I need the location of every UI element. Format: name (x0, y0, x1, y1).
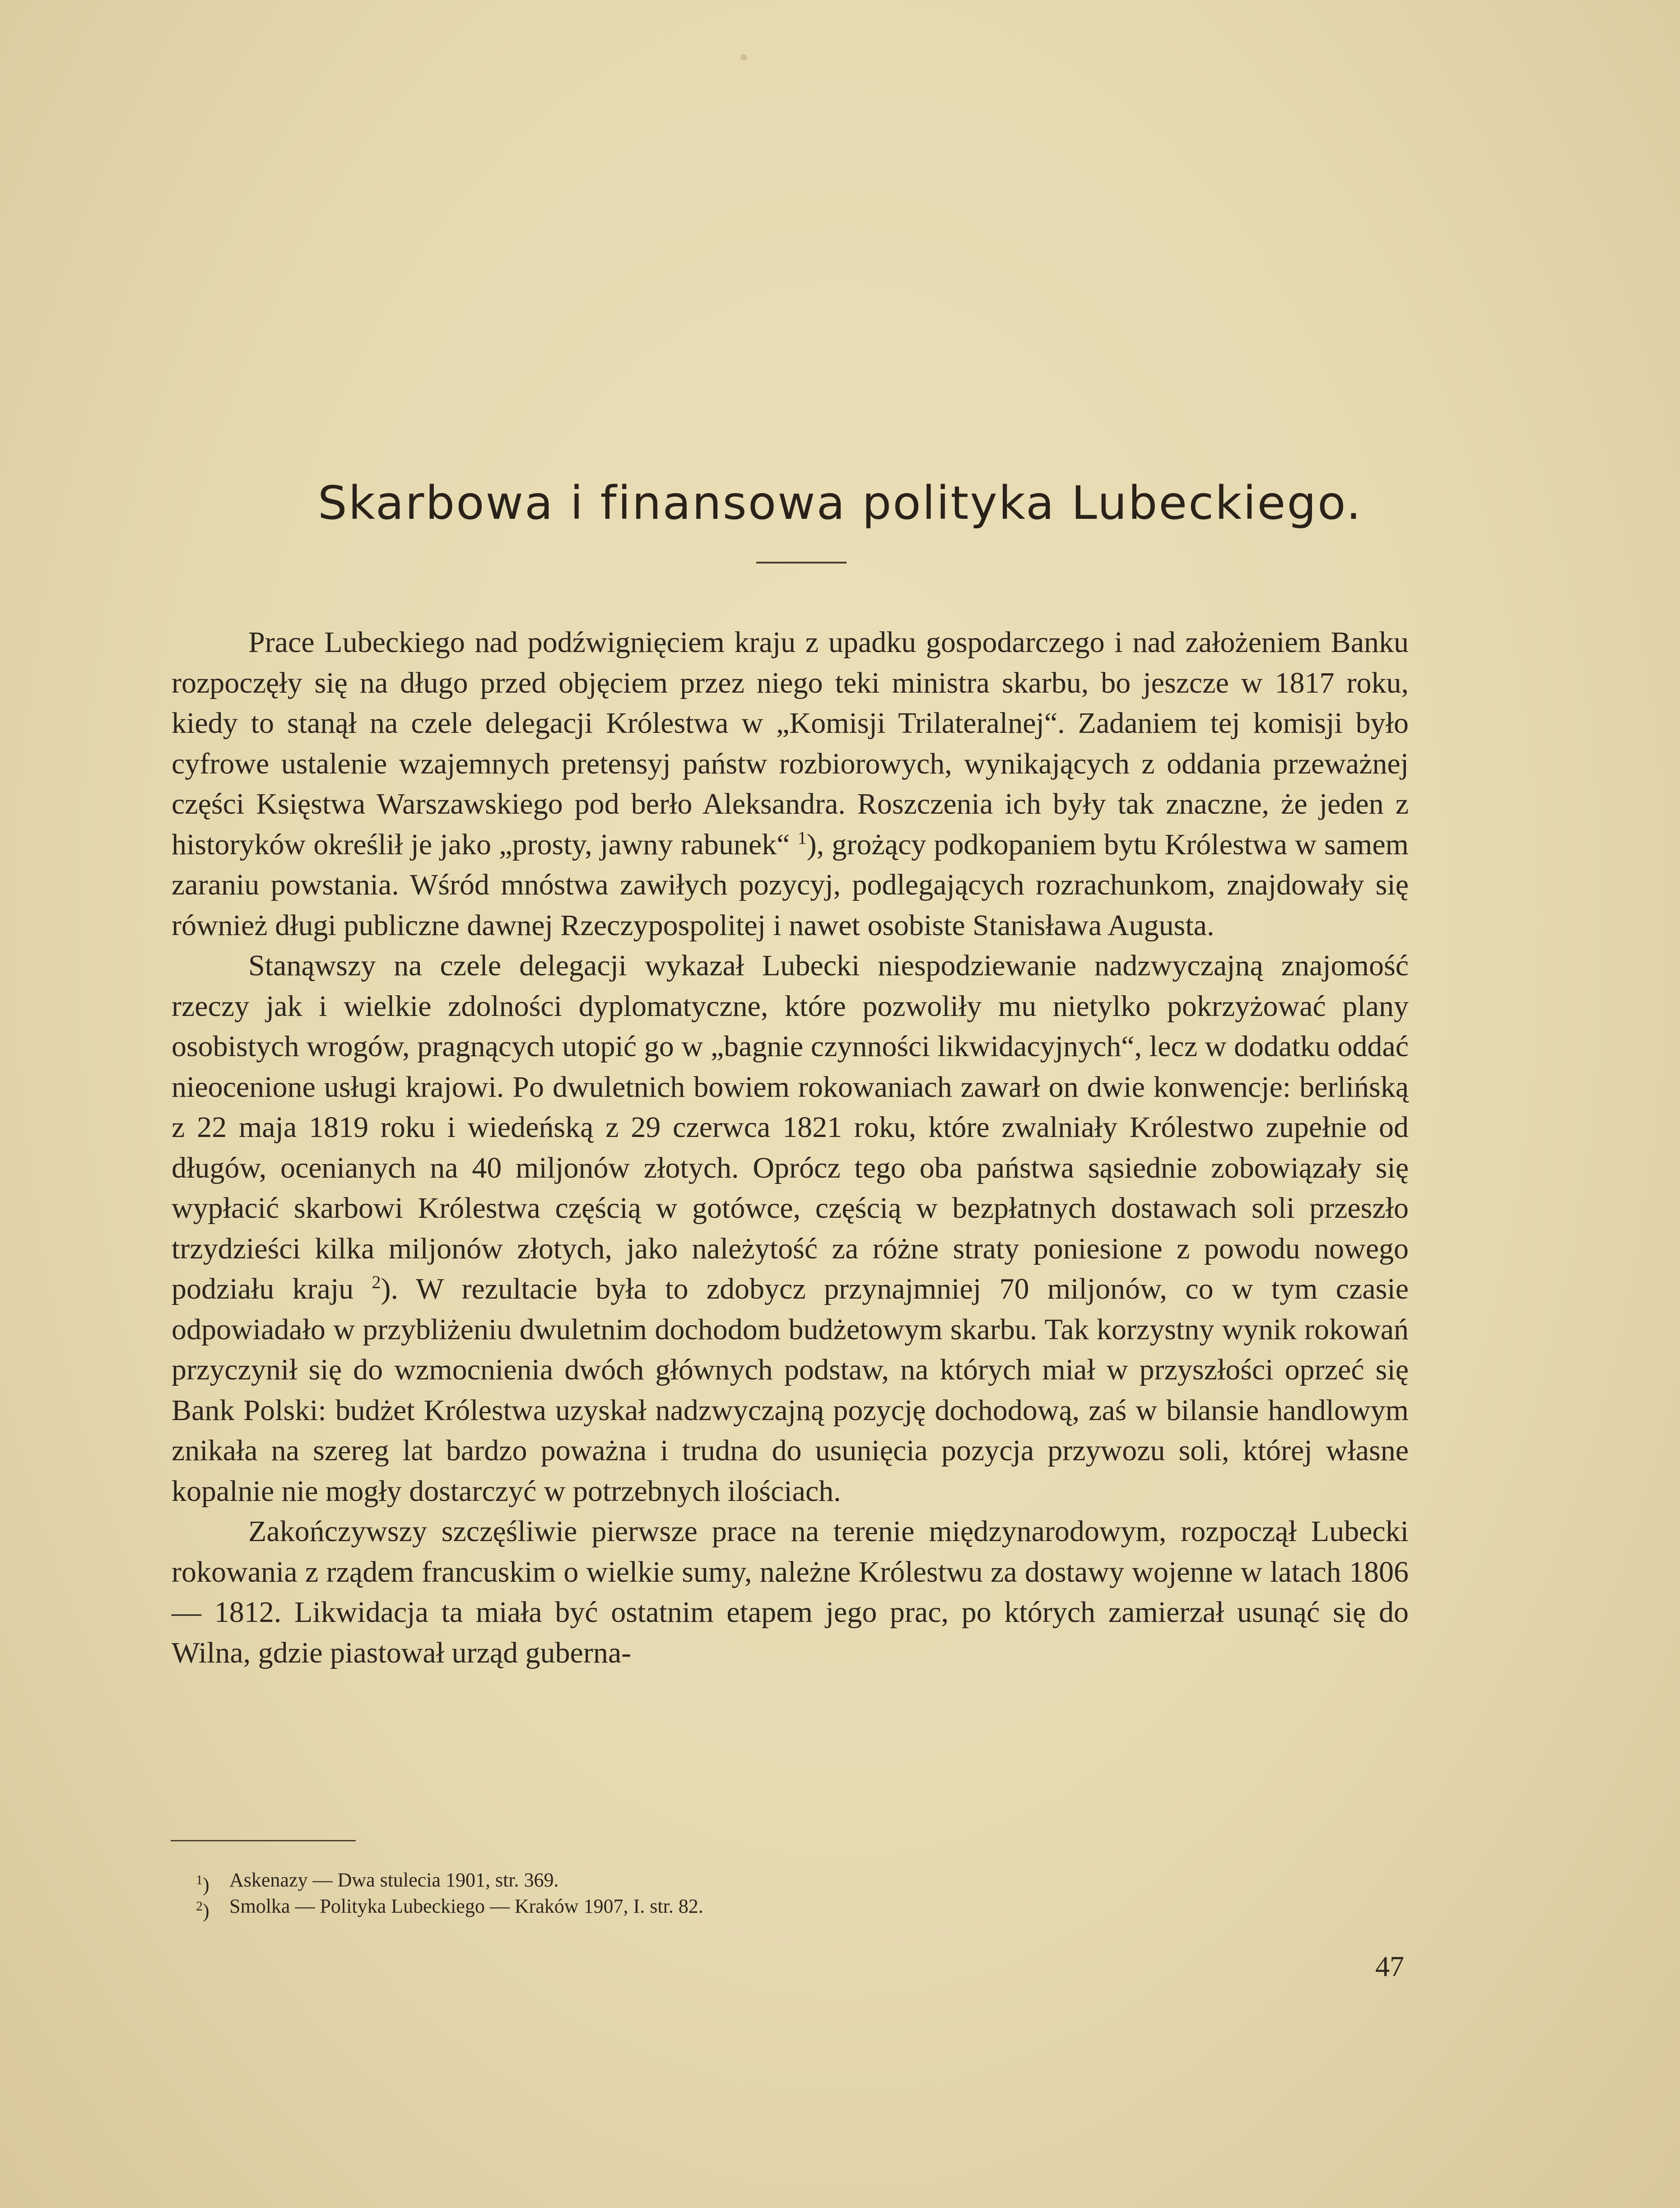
footnote-ref: 1 (797, 827, 807, 848)
footnote-text: Askenazy — Dwa stulecia 1901, str. 369. (229, 1869, 559, 1891)
paragraph (172, 1511, 1409, 1673)
footnote-divider (171, 1840, 356, 1841)
footnote-mark: $^2$) (196, 1899, 209, 1922)
title-divider (756, 562, 847, 564)
paragraph-text: Stanąwszy na czele delegacji wykazał Lubecki niespodziewanie nadzwyczajną znajomość rzeczy jak i wielkie zdolności dyplomatyczne, które pozwoliły mu nietylko pokrzyżować plany osobistych wrogów, pragnących utopić go w „bagnie czynności likwidacyjnych“, lecz w dodatku oddać nieocenione usługi krajowi. Po dwuletnich bowiem rokowaniach zawarł on dwie konwencje: berlińską z 22 maja 1819 roku i wiedeńską z 29 czerwca 1821 roku, które zwalniały Królestwo zupełnie od długów, ocenianych na 40 miljonów złotych. Oprócz tego oba państwa sąsiednie zobowiązały się wypłacić skarbowi Królestwa częścią w gotówce, częścią w bezpłatnych dostawach soli przeszło trzydzieści kilka miljonów złotych, jako należytość za różne straty poniesione z powodu nowego podziału kraju (172, 949, 1409, 1305)
footnote (196, 1893, 1313, 1922)
footnote-ref: 2 (372, 1272, 381, 1292)
paragraph-text: ). W rezultacie była to zdobycz przynajmniej 70 miljonów, co w tym czasie odpowiadało w przybliżeniu dwuletnim dochodom budżetowym skarbu. Tak korzystny wynik rokowań przyczynił się do wzmocnienia dwóch głównych podstaw, na których miał w przyszłości oprzeć się Bank Polski: budżet Królestwa uzyskał nadzwyczajną pozycję dochodową, zaś w bilansie handlowym znikała na szereg lat bardzo poważna i trudna do usunięcia pozycja przywozu soli, której własne kopalnie nie mogły dostarczyć w potrzebnych ilościach. (172, 1272, 1409, 1508)
paragraph-text: Prace Lubeckiego nad podźwignięciem kraju z upadku gospodarczego i nad założeniem Banku rozpoczęły się na długo przed objęciem przez niego teki ministra skarbu, bo jeszcze w 1817 roku, kiedy to stanął na czele delegacji Królestwa w „Komisji Trilateralnej“. Zadaniem tej komisji było cyfrowe ustalenie wzajemnych pretensyj państw rozbiorowych, wynikających z oddania przeważnej części Księstwa Warszawskiego pod berło Aleksandra. Roszczenia ich były tak znaczne, że jeden z historyków określił je jako „prosty, jawny rabunek“ (172, 626, 1409, 861)
footnote-text: Smolka — Polityka Lubeckiego — Kraków 1907, I. str. 82. (229, 1895, 703, 1917)
paper-stain (740, 54, 747, 61)
paragraph (172, 946, 1409, 1511)
footnotes (196, 1867, 1313, 1922)
chapter-title: Skarbowa i finansowa polityka Lubeckiego. (317, 476, 1363, 530)
body-text (172, 622, 1409, 1673)
footnote-mark: $^1$) (196, 1873, 209, 1896)
paragraph (172, 622, 1409, 946)
paragraph-text: ), grożący podkopaniem bytu Królestwa w samem zaraniu powstania. Wśród mnóstwa zawiłych pozycyj, podlegających rozrachunkom, znajdowały się również długi publiczne dawnej Rzeczypospolitej i nawet osobiste Stanisława Augusta. (172, 828, 1409, 942)
footnote (196, 1867, 1313, 1896)
paragraph-text: Zakończywszy szczęśliwie pierwsze prace na terenie międzynarodowym, rozpoczął Lubecki rokowania z rządem francuskim o wielkie sumy, należne Królestwu za dostawy wojenne w latach 1806 — 1812. Likwidacja ta miała być ostatnim etapem jego prac, po których zamierzał usunąć się do Wilna, gdzie piastował urząd guberna- (172, 1515, 1409, 1669)
page-number: 47 (1375, 1950, 1404, 1982)
